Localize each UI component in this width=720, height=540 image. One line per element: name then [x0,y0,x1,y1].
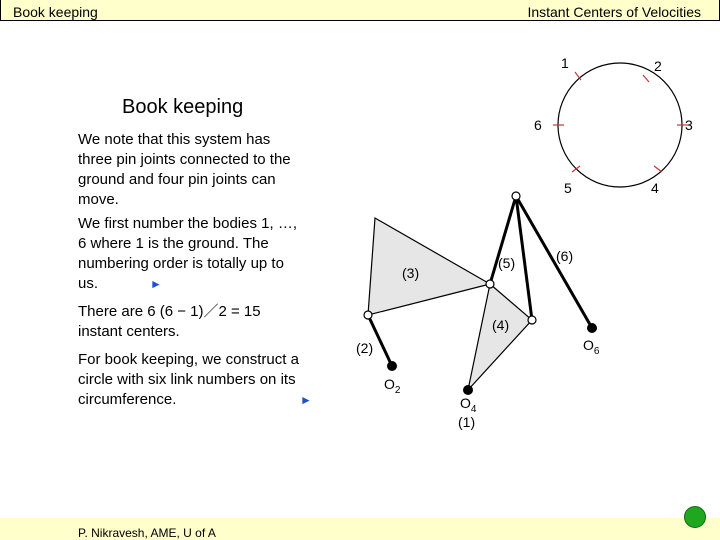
link-label-4: (4) [492,317,510,333]
circle-label-4: 4 [651,180,659,196]
link-5-coupler-lower [516,196,532,320]
link-label-6: (6) [556,248,574,264]
link-4-body [468,284,532,390]
link-3-body [368,218,490,315]
play-arrow-icon[interactable]: ► [300,393,312,407]
green-circle-icon[interactable] [684,506,706,528]
circle-label-3: 3 [685,117,693,133]
link-label-3: (3) [402,265,420,281]
paragraph-numbering: We first number the bodies 1, …, 6 where 1 is the ground. The numbering order is totally up to us. [78,215,297,292]
paragraph-pin-joints: We note that this system has three pin joints connected to the ground and four pin joints can move. [78,131,291,208]
link-label-5: (5) [498,255,516,271]
footer-credit: P. Nikravesh, AME, U of A [78,526,216,540]
circle-label-6: 6 [534,117,542,133]
circle-label-5: 5 [564,180,572,196]
link-6-rocker [516,196,592,328]
ground-label-o4: $O_4$ [460,395,477,415]
circle-tick-marks [553,72,688,172]
header-left-title: Book keeping [13,4,98,20]
slide-title: Book keeping [122,96,244,118]
link-label-2: (2) [356,340,374,356]
header-right-title: Instant Centers of Velocities [527,4,701,20]
circle-label-1: 1 [561,55,569,71]
paragraph-book-keeping-circle: For book keeping, we construct a circle with six link numbers on its circumference. [78,351,299,408]
circle-label-2: 2 [654,58,662,74]
ground-label-o2: $O_2$ [384,376,401,396]
paragraph-instant-centers: There are 6 (6 − 1)／2 = 15 instant centers. [78,303,261,340]
ground-label-o6: $O_6$ [583,337,600,357]
link-label-1: (1) [458,414,476,430]
play-arrow-icon[interactable]: ► [150,277,162,291]
